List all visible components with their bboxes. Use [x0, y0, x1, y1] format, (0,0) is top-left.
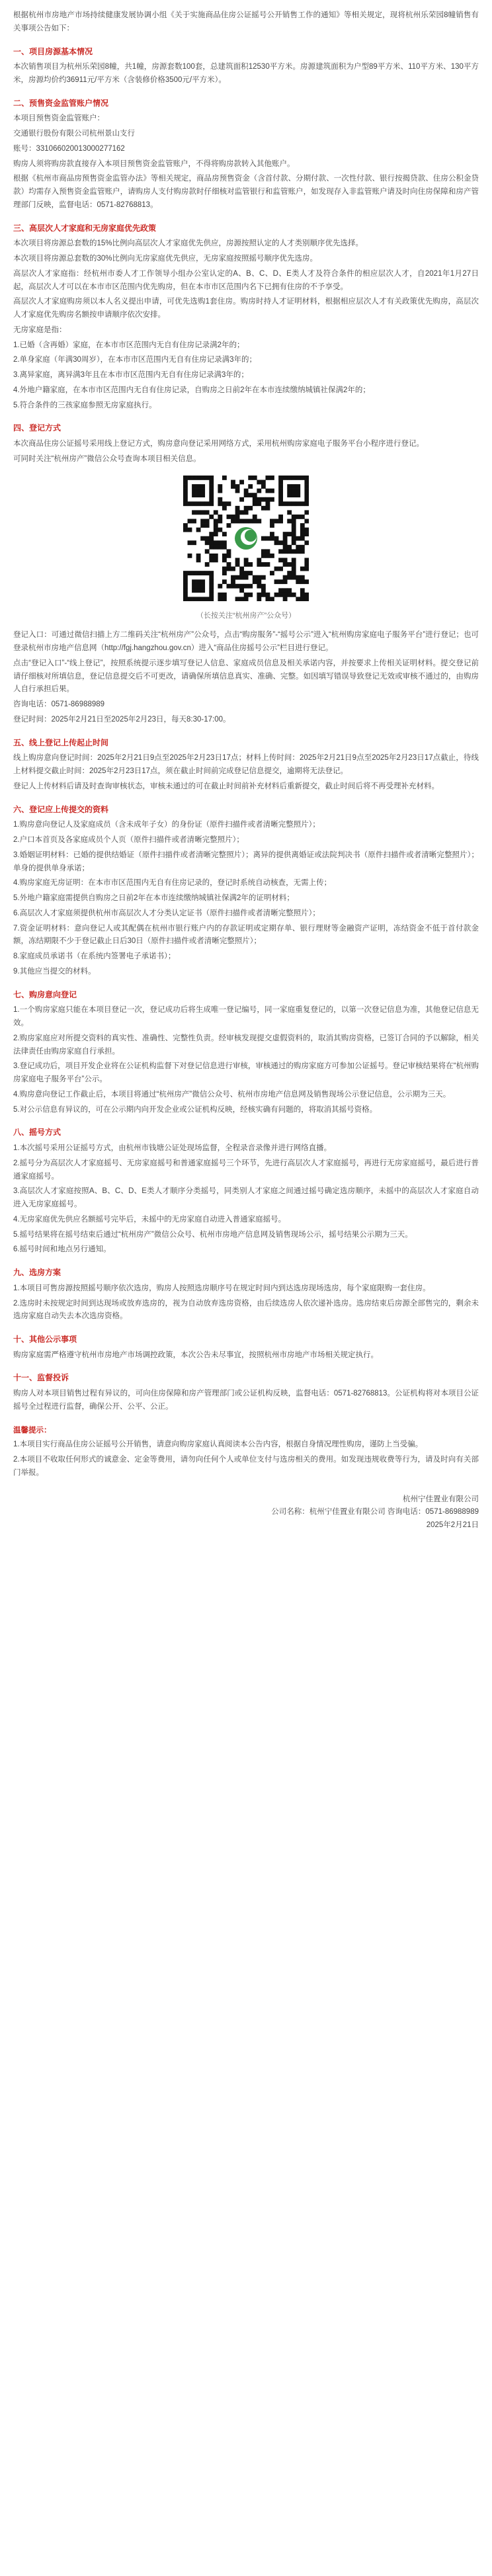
- section-paragraph: 线上购房意向登记时间：2025年2月21日9点至2025年2月23日17点；材料上传时间：2025年2月21日9点至2025年2月23日17点截止，待线上材料提交截止时间：2025年2月23日17点，须在截止时间前完成登记信息提交，逾期将无法登记。: [13, 754, 479, 776]
- section-paragraph: 1.本项目可售房源按照摇号顺序依次选房，购房人按照选房顺序号在规定时间内到达选房现场选房，每个家庭限购一套住房。: [13, 1284, 430, 1292]
- section-paragraph: 点击“登记入口”-“线上登记”，按照系统提示逐步填写登记人信息、家庭成员信息及相关承诺内容，并按要求上传相关证明材料。提交登记前请仔细核对所填信息，登记信息提交后不可更改，请确保所填信息真实、准确、完整。如因填写错误导致登记无效或审核不通过的，由购房人自行承担后果。: [13, 659, 479, 694]
- section-7: [13, 988, 479, 1117]
- section-paragraph: 1.已婚（含再婚）家庭，在本市市区范围内无自有住房记录满2年的；: [13, 341, 245, 349]
- section-heading: 六、登记应上传提交的资料: [13, 804, 109, 814]
- section-paragraph: 5.符合条件的三孩家庭参照无房家庭执行。: [13, 401, 157, 409]
- section-paragraph: 本次销售项目为杭州乐荣园8幢，共1幢，房源套数100套，总建筑面积12530平方米。房源建筑面积为户型89平方米、110平方米、130平方米，房源均价约36911元/平方米（含装修价格3500元/平方米）。: [13, 63, 479, 84]
- section-paragraph: 3.离异家庭，离异满3年且在本市市区范围内无自有住房记录满3年的；: [13, 371, 249, 380]
- section-10: [13, 1333, 479, 1362]
- section-paragraph: 5.摇号结果将在摇号结束后通过“杭州房产”微信公众号、杭州市房地产信息网及销售现场公示，摇号结果公示期为三天。: [13, 1230, 413, 1239]
- section-heading: 九、选房方案: [13, 1268, 62, 1278]
- section-heading: 四、登记方式: [13, 423, 62, 433]
- section-paragraph: 2.单身家庭（年满30周岁），在本市市区范围内无自有住房记录满3年的；: [13, 356, 257, 364]
- section-paragraph: 6.摇号时间和地点另行通知。: [13, 1245, 111, 1254]
- section-paragraph: 购房人须将购房款直接存入本项目预售资金监管账户，不得将购房款转入其他账户。: [13, 159, 295, 168]
- section-paragraph: 本次项目将房源总套数的30%比例向无房家庭优先供应，无房家庭按照摇号顺序优先选房。: [13, 255, 318, 263]
- section-6: [13, 803, 479, 979]
- section-paragraph: 登记时间：2025年2月21日至2025年2月23日，每天8:30-17:00。: [13, 715, 231, 724]
- section-heading: 八、摇号方式: [13, 1128, 62, 1138]
- section-paragraph: 3.登记成功后，项目开发企业将在公证机构监督下对登记信息进行审核，审核通过的购房家庭方可参加公证摇号。登记审核结果将在“杭州购房家庭电子服务平台”公示。: [13, 1062, 479, 1084]
- section-paragraph: 5.外地户籍家庭需提供自购房之日前2年在本市连续缴纳城镇社保满2年的证明材料；: [13, 894, 294, 903]
- section-paragraph: 2.购房家庭应对所提交资料的真实性、准确性、完整性负责。经审核发现提交虚假资料的，取消其购房资格，已签订合同的予以解除，相关法律责任由购房家庭自行承担。: [13, 1034, 479, 1056]
- section-paragraph: 4.外地户籍家庭，在本市市区范围内无自有住房记录，自购房之日前2年在本市连续缴纳城镇社保满2年的；: [13, 386, 370, 394]
- section-paragraph: 6.高层次人才家庭须提供杭州市高层次人才分类认定证书（原件扫描件或者清晰完整照片）；: [13, 909, 320, 917]
- section-paragraph: 8.家庭成员承诺书（在系统内签署电子承诺书）；: [13, 952, 176, 961]
- section-paragraph: 购房人对本项目销售过程有异议的，可向住房保障和房产管理部门或公证机构反映，监督电话：0571-82768813。公证机构将对本项目公证摇号全过程进行监督，确保公开、公平、公正。: [13, 1390, 479, 1411]
- section-8: [13, 1126, 479, 1257]
- section-paragraph: 1.本次摇号采用公证摇号方式，由杭州市钱塘公证处现场监督，全程录音录像并进行网络直播。: [13, 1144, 332, 1153]
- section-4: [13, 421, 479, 726]
- section-paragraph: 根据《杭州市商品房预售资金监管办法》等相关规定，商品房预售资金（含首付款、分期付款、一次性付款、银行按揭贷款、住房公积金贷款）均需存入预售资金监管账户，请购房人支付购房款时仔细核对监管银行和监管账户，如发现存入非监管账户请及时向住房保障和房产管理部门反映，监督电话：0571-82768813。: [13, 175, 479, 209]
- section-heading: 二、预售资金监管账户情况: [13, 98, 109, 108]
- section-paragraph: 本次项目将房源总套数的15%比例向高层次人才家庭优先供应，房源按照认定的人才类别顺序优先选择。: [13, 239, 364, 248]
- section-heading: 一、项目房源基本情况: [13, 46, 93, 56]
- qr-code-block: [13, 476, 479, 606]
- reminder-block: [13, 1425, 479, 1480]
- section-paragraph: 购房家庭需严格遵守杭州市房地产市场调控政策，本次公告未尽事宜，按照杭州市房地产市场相关规定执行。: [13, 1350, 378, 1359]
- section-paragraph: 4.无房家庭优先供应名额摇号完毕后，未摇中的无房家庭自动进入普通家庭摇号。: [13, 1215, 286, 1224]
- section-heading: 十、其他公示事项: [13, 1335, 77, 1345]
- signoff-block: [13, 1493, 479, 1532]
- section-paragraph: 交通银行股份有限公司杭州景山支行: [13, 130, 135, 138]
- section-heading: 十一、监督投诉: [13, 1373, 69, 1383]
- section-paragraph: 本项目预售资金监管账户：: [13, 114, 104, 123]
- reminder-title: 温馨提示：: [13, 1426, 52, 1434]
- section-paragraph: 本次商品住房公证摇号采用线上登记方式，购房意向登记采用网络方式，采用杭州购房家庭电子服务平台小程序进行登记。: [13, 440, 424, 448]
- reminder-item: 2.本项目不收取任何形式的诚意金、定金等费用，请勿向任何个人或单位支付与选房相关的费用。如发现违规收费等行为，请及时向有关部门举报。: [13, 1456, 479, 1477]
- section-paragraph: 2.户口本首页及各家庭成员个人页（原件扫描件或者清晰完整照片）；: [13, 835, 244, 844]
- section-heading: 七、购房意向登记: [13, 989, 77, 999]
- section-paragraph: 登记入口：可通过微信扫描上方二维码关注“杭州房产”公众号，点击“购房服务”-“摇号公示”进入“杭州购房家庭电子服务平台”进行登记；也可登录杭州市房地产信息网（http://fgj.hangzhou.gov.cn）进入“商品住房摇号公示”栏目进行登记。: [13, 631, 479, 653]
- section-paragraph: 无房家庭是指：: [13, 325, 67, 334]
- section-heading: 五、线上登记上传起止时间: [13, 737, 109, 747]
- signoff-contact: 公司名称：杭州宁佳置业有限公司 咨询电话：0571-86988989: [271, 1508, 479, 1517]
- section-11: [13, 1371, 479, 1413]
- section-5: [13, 736, 479, 794]
- qr-code-icon[interactable]: [183, 476, 309, 601]
- signoff-company: 杭州宁佳置业有限公司: [403, 1495, 479, 1503]
- section-paragraph: 1.一个购房家庭只能在本项目登记一次，登记成功后将生成唯一登记编号，同一家庭重复登记的，以第一次登记信息为准，其他登记信息无效。: [13, 1006, 479, 1028]
- section-paragraph: 4.购房意向登记工作截止后，本项目将通过“杭州房产”微信公众号、杭州市房地产信息网及销售现场公示登记信息，公示期为三天。: [13, 1090, 451, 1099]
- section-paragraph: 账号：331066020013000277162: [13, 144, 125, 153]
- section-paragraph: 高层次人才家庭指：经杭州市委人才工作领导小组办公室认定的A、B、C、D、E类人才及符合条件的相应层次人才，自2021年1月27日起，高层次人才可以在本市市区范围内优先购房，但在本市市区范围内名下已拥有住房的不予享受。: [13, 269, 479, 291]
- signoff-date: 2025年2月21日: [426, 1521, 479, 1530]
- section-paragraph: 3.高层次人才家庭按照A、B、C、D、E类人才顺序分类摇号，同类别人才家庭之间通过摇号确定选房顺序，未摇中的高层次人才家庭自动进入无房家庭摇号。: [13, 1187, 479, 1209]
- section-paragraph: 2.摇号分为高层次人才家庭摇号、无房家庭摇号和普通家庭摇号三个环节，先进行高层次人才家庭摇号，再进行无房家庭摇号，最后进行普通家庭摇号。: [13, 1159, 479, 1181]
- section-paragraph: 登记人上传材料后请及时查询审核状态，审核未通过的可在截止时间前补充材料后重新提交，截止时间后将不再受理补充材料。: [13, 782, 439, 790]
- section-paragraph: 咨询电话：0571-86988989: [13, 700, 105, 709]
- section-paragraph: 1.购房意向登记人及家庭成员（含未成年子女）的身份证（原件扫描件或者清晰完整照片）；: [13, 821, 320, 829]
- section-2: [13, 97, 479, 212]
- section-1: [13, 45, 479, 87]
- section-paragraph: 2.选房时未按规定时间到达现场或放弃选房的，视为自动放弃选房资格，由后续选房人依次递补选房。选房结束后房源全部售完的，剩余未选房家庭自动失去本次选房资格。: [13, 1299, 479, 1321]
- section-paragraph: 7.资金证明材料：意向登记人或其配偶在杭州市银行账户内的存款证明或定期存单、银行理财等金融资产证明，冻结资金不低于首付款金额，冻结期限不少于登记截止日后30日（原件扫描件或者清晰完整照片）；: [13, 924, 479, 946]
- section-9: [13, 1266, 479, 1323]
- section-paragraph: 5.对公示信息有异议的，可在公示期内向开发企业或公证机构反映，经核实确有问题的，将取消其摇号资格。: [13, 1105, 378, 1114]
- section-paragraph: 可同时关注“杭州房产”微信公众号查询本项目相关信息。: [13, 454, 201, 463]
- section-3: [13, 222, 479, 413]
- section-paragraph: 4.购房家庭无房证明：在本市市区范围内无自有住房记录的，登记时系统自动核查，无需上传；: [13, 879, 332, 888]
- section-heading: 三、高层次人才家庭和无房家庭优先政策: [13, 223, 157, 233]
- reminder-item: 1.本项目实行商品住房公证摇号公开销售，请意向购房家庭认真阅读本公告内容，根据自身情况理性购房，谨防上当受骗。: [13, 1440, 423, 1449]
- qr-caption: （长按关注“杭州房产”公众号）: [196, 612, 296, 620]
- section-paragraph: 3.婚姻证明材料：已婚的提供结婚证（原件扫描件或者清晰完整照片）；离异的提供离婚证或法院判决书（原件扫描件或者清晰完整照片）；单身的提供单身承诺；: [13, 851, 479, 872]
- section-paragraph: 9.其他应当提交的材料。: [13, 967, 96, 976]
- intro-paragraph: 根据杭州市房地产市场持续健康发展协调小组《关于实施商品住房公证摇号公开销售工作的通知》等相关规定，现将杭州乐荣园8幢销售有关事项公告如下：: [13, 11, 479, 32]
- sections-container: [13, 45, 479, 1414]
- section-paragraph: 高层次人才家庭购房须以本人名义提出申请，可优先选购1套住房。购房时持人才证明材料，根据相应层次人才有关政策优先购房，高层次人才家庭优先购房名额按申请顺序依次安排。: [13, 298, 479, 319]
